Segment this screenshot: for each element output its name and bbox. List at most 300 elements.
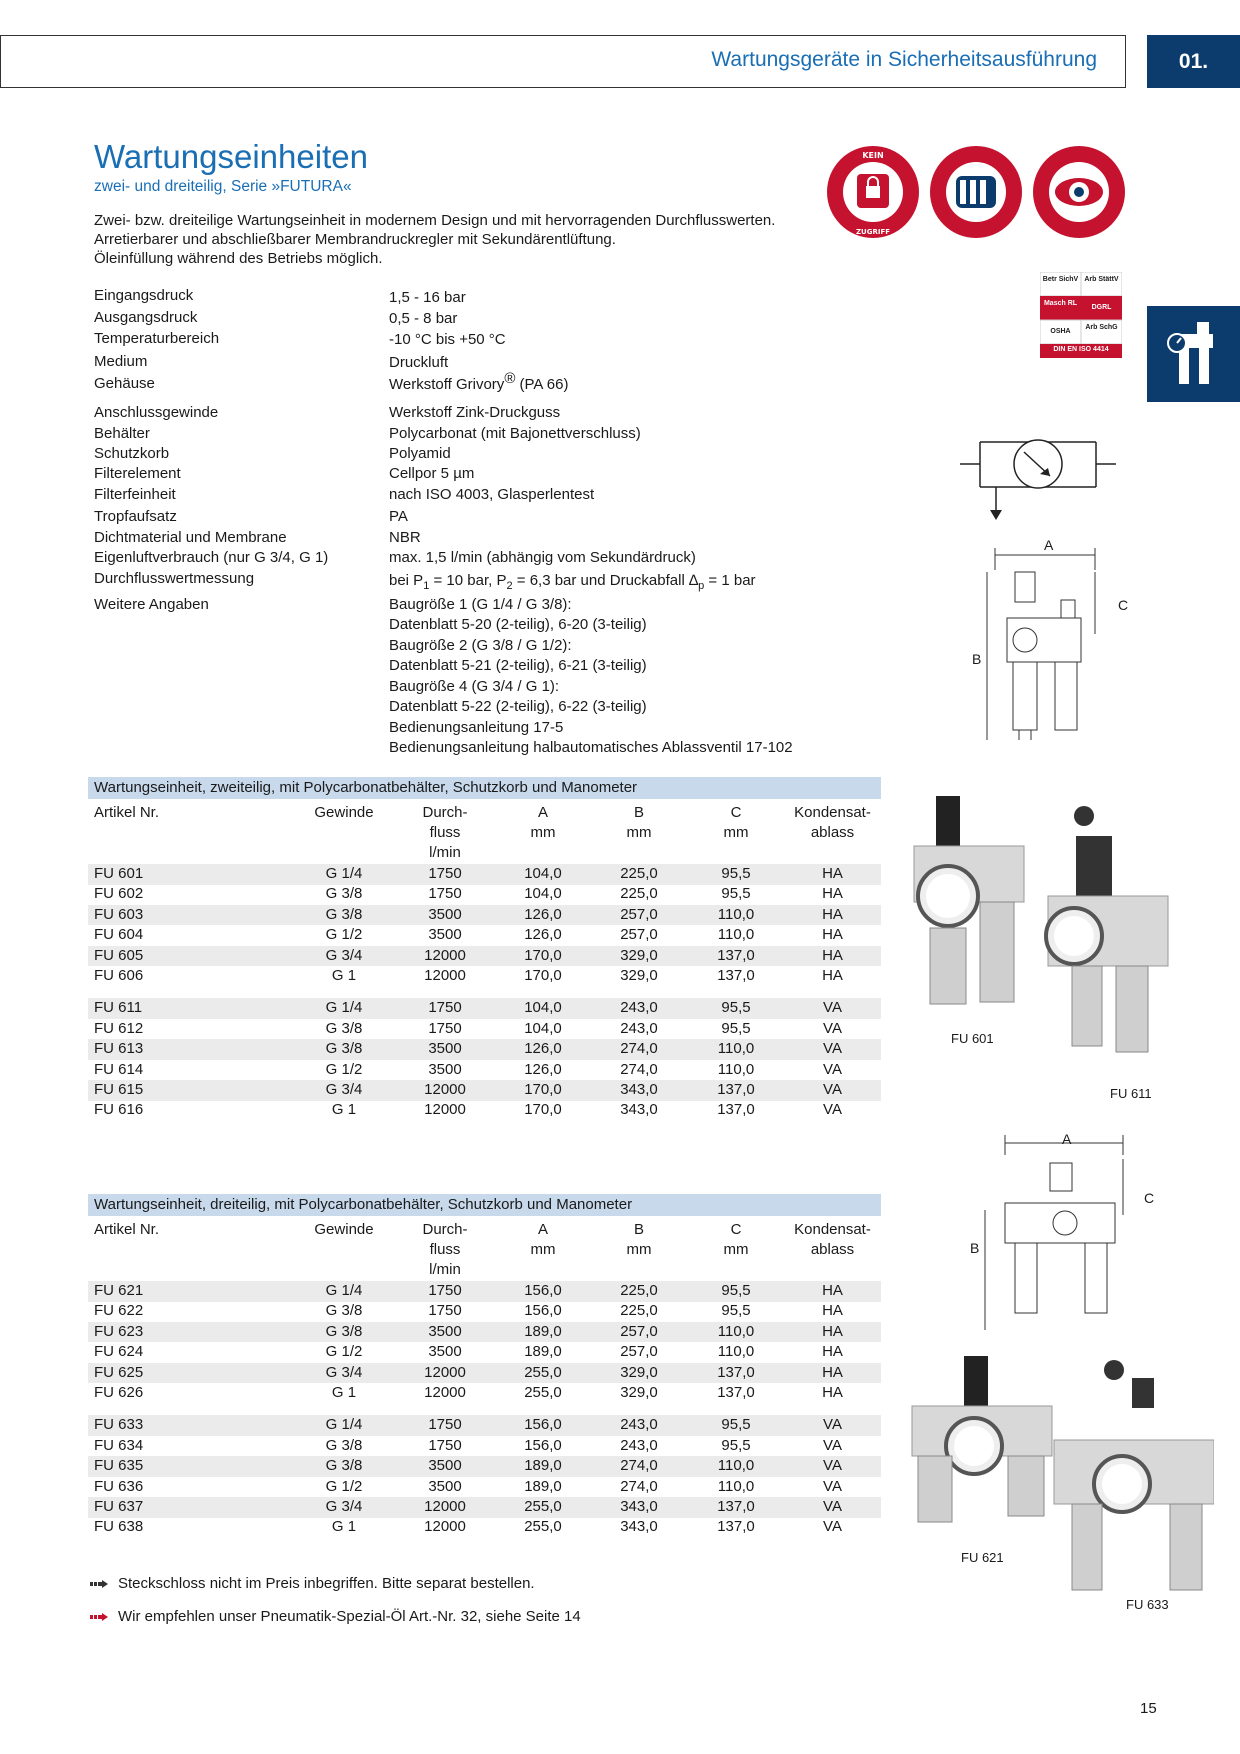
table-cell: 343,0: [620, 1101, 658, 1119]
table-cell: 110,0: [717, 1060, 755, 1078]
table-cell: FU 612: [94, 1019, 144, 1037]
table-cell: 104,0: [524, 999, 562, 1017]
table-cell: G 3/8: [325, 1436, 363, 1454]
spec-label: Temperaturbereich: [94, 330, 220, 347]
lock-hand-icon: [827, 146, 919, 238]
cert-maschrl: Masch RL: [1043, 300, 1078, 307]
product-photo-three-part: [904, 1350, 1214, 1620]
spec-label: Anschlussgewinde: [94, 404, 219, 421]
table-cell: 137,0: [717, 1101, 755, 1119]
table-cell: 170,0: [524, 1081, 562, 1098]
table-cell: 126,0: [524, 926, 562, 944]
table-cell: VA: [823, 1019, 842, 1037]
table-row: [88, 925, 881, 946]
table-row: [88, 864, 881, 885]
table-cell: HA: [822, 1282, 843, 1299]
table-row: [88, 1363, 881, 1384]
table-cell: HA: [822, 1322, 843, 1340]
table-cell: 329,0: [620, 1363, 658, 1381]
table-cell: 110,0: [717, 1343, 755, 1361]
table-cell: 95,5: [721, 1436, 751, 1454]
table-cell: VA: [823, 1518, 842, 1536]
table-row: [88, 1060, 881, 1081]
spec-value: Datenblatt 5-21 (2-teilig), 6-21 (3-teilig): [389, 657, 647, 674]
header-title: Wartungsgeräte in Sicherheitsausführung: [711, 48, 1097, 71]
table-cell: G 1/4: [325, 999, 363, 1017]
table-cell: 156,0: [524, 1416, 562, 1434]
col-thread: Gewinde: [314, 804, 374, 821]
caption-fu621: FU 621: [961, 1550, 1004, 1565]
table-cell: G 1/2: [325, 926, 363, 944]
spec-value: Werkstoff Grivory® (PA 66): [389, 370, 569, 393]
table-cell: 110,0: [717, 905, 755, 923]
table-cell: 225,0: [620, 1282, 658, 1299]
table-cell: FU 638: [94, 1518, 144, 1536]
table-cell: 274,0: [620, 1060, 658, 1078]
table-cell: VA: [823, 1040, 842, 1058]
col-c: mm: [723, 824, 749, 841]
spec-label: Schutzkorb: [94, 445, 170, 462]
cert-osha: OSHA: [1050, 328, 1071, 335]
table-cell: 104,0: [524, 1019, 562, 1037]
table-cell: 12000: [424, 1081, 466, 1098]
table-cell: 3500: [428, 1477, 462, 1495]
col-flow: Durch-: [422, 804, 468, 821]
table-row: [88, 1477, 881, 1498]
table-cell: FU 637: [94, 1498, 144, 1515]
spec-label: Gehäuse: [94, 375, 155, 392]
table2: [88, 1220, 881, 1540]
table-cell: 257,0: [620, 905, 658, 923]
spec-value: Baugröße 1 (G 1/4 / G 3/8):: [389, 596, 572, 613]
table-cell: G 1/4: [325, 865, 363, 882]
cert-dgrl: DGRL: [1091, 304, 1112, 311]
table-cell: 255,0: [524, 1498, 562, 1515]
table-cell: 1750: [428, 999, 462, 1017]
intro-line-3: Öleinfüllung während des Betriebs möglich.: [94, 250, 383, 267]
table-cell: 329,0: [620, 967, 658, 984]
col-drain: ablass: [810, 1241, 855, 1258]
table-cell: G 3/8: [325, 1040, 363, 1058]
table-cell: FU 623: [94, 1322, 144, 1340]
spec-value: max. 1,5 l/min (abhängig vom Sekundärdruck): [389, 549, 696, 566]
table-cell: FU 611: [94, 999, 143, 1017]
col-c: mm: [723, 1241, 749, 1258]
table-cell: 3500: [428, 1060, 462, 1078]
table-cell: 3500: [428, 1322, 462, 1340]
dimension-drawing-three-part: [975, 1135, 1135, 1335]
table-cell: FU 602: [94, 885, 144, 903]
table-cell: G 3/8: [325, 1322, 363, 1340]
page-subtitle: zwei- und dreiteilig, Serie »FUTURA«: [94, 178, 352, 195]
table-cell: G 1: [331, 1518, 357, 1536]
col-flow: l/min: [429, 1261, 461, 1278]
caption-fu611: FU 611: [1110, 1086, 1152, 1101]
table-cell: G 1: [331, 967, 357, 984]
col-article: Artikel Nr.: [94, 1221, 160, 1238]
spec-value: Werkstoff Zink-Druckguss: [389, 404, 561, 421]
table-cell: 137,0: [717, 1384, 755, 1401]
note-arrow-icon: [90, 1613, 108, 1621]
table-cell: HA: [822, 865, 843, 882]
table-cell: G 3/8: [325, 1457, 363, 1475]
note-arrow-icon: [90, 1580, 108, 1588]
table-cell: 12000: [424, 1518, 466, 1536]
col-article: Artikel Nr.: [94, 804, 160, 821]
col-flow: fluss: [429, 824, 461, 841]
col-flow: Durch-: [422, 1221, 468, 1238]
table-row: [88, 1301, 881, 1322]
table-cell: 156,0: [524, 1436, 562, 1454]
table-cell: HA: [822, 905, 843, 923]
table-cell: 3500: [428, 1457, 462, 1475]
table-cell: 274,0: [620, 1477, 658, 1495]
table-cell: 104,0: [524, 865, 562, 882]
table-cell: FU 624: [94, 1343, 144, 1361]
table-cell: 95,5: [721, 999, 751, 1017]
eye-protection-badge: [1033, 146, 1125, 238]
col-b: mm: [626, 1241, 652, 1258]
table-cell: 12000: [424, 1384, 466, 1401]
col-c: C: [730, 1221, 742, 1238]
table-cell: 1750: [428, 1282, 462, 1299]
table-row: [88, 905, 881, 926]
table-cell: 225,0: [620, 885, 658, 903]
table-cell: G 1/4: [325, 1416, 363, 1434]
table-cell: 137,0: [717, 967, 755, 984]
col-a: A: [537, 1221, 548, 1238]
spec-value: Datenblatt 5-20 (2-teilig), 6-20 (3-teilig): [389, 616, 647, 633]
dim-label-a: A: [1044, 537, 1054, 553]
table-cell: 3500: [428, 905, 462, 923]
table-cell: FU 634: [94, 1436, 144, 1454]
table-cell: 329,0: [620, 946, 658, 964]
table-cell: FU 605: [94, 946, 144, 964]
spec-label: Medium: [94, 353, 148, 370]
table-row: [88, 1415, 881, 1436]
table-cell: 343,0: [620, 1498, 658, 1515]
svg-text:ZUGRIFF: ZUGRIFF: [855, 228, 891, 236]
table-cell: 12000: [424, 1498, 466, 1515]
table-cell: 257,0: [620, 926, 658, 944]
table1-title: Wartungseinheit, zweiteilig, mit Polycarbonatbehälter, Schutzkorb und Manometer: [88, 777, 881, 799]
table-cell: G 3/4: [325, 1498, 363, 1515]
note-oil: Wir empfehlen unser Pneumatik-Spezial-Öl Art.-Nr. 32, siehe Seite 14: [118, 1608, 581, 1625]
spec-value: bei $P_1 = 10$ bar, $P_2 = 6,3$ bar und Druckabfall $\Delta_p = 1$ bar: [389, 572, 756, 592]
table-cell: 104,0: [524, 885, 562, 903]
spec-label: Filterelement: [94, 465, 181, 482]
table2-title: Wartungseinheit, dreiteilig, mit Polycarbonatbehälter, Schutzkorb und Manometer: [88, 1194, 881, 1216]
table-cell: 255,0: [524, 1363, 562, 1381]
dim-label-b: B: [972, 651, 982, 667]
spec-value: Baugröße 2 (G 3/8 / G 1/2):: [389, 637, 572, 654]
spec-label: Eingangsdruck: [94, 287, 194, 304]
table-cell: G 3/4: [325, 946, 363, 964]
eye-icon: [1033, 146, 1125, 238]
table-cell: 156,0: [524, 1302, 562, 1320]
table-cell: 95,5: [721, 1416, 751, 1434]
page-number: 15: [1140, 1700, 1157, 1717]
table-cell: 189,0: [524, 1343, 562, 1361]
table-cell: VA: [823, 1416, 842, 1434]
table-cell: FU 604: [94, 926, 144, 944]
table-row: [88, 1436, 881, 1457]
table-cell: 243,0: [620, 1436, 658, 1454]
table-cell: G 3/8: [325, 1302, 363, 1320]
table-cell: HA: [822, 946, 843, 964]
caption-fu601: FU 601: [951, 1031, 994, 1046]
table-cell: 156,0: [524, 1282, 562, 1299]
table-cell: G 1/2: [325, 1343, 363, 1361]
table-cell: G 3/4: [325, 1081, 363, 1098]
table-cell: 189,0: [524, 1322, 562, 1340]
table-row: [88, 1322, 881, 1343]
table-cell: HA: [822, 1384, 843, 1401]
table-cell: 95,5: [721, 1302, 751, 1320]
table-cell: FU 626: [94, 1384, 144, 1401]
col-b: mm: [626, 824, 652, 841]
col-flow: l/min: [429, 844, 461, 861]
pneumatic-symbol: [960, 432, 1120, 522]
spec-value: Cellpor 5 µm: [389, 465, 475, 482]
table-cell: G 3/8: [325, 905, 363, 923]
glove-icon: [930, 146, 1022, 238]
table-cell: G 1/4: [325, 1282, 363, 1299]
spec-label: Durchflusswertmessung: [94, 570, 255, 587]
table-row: [88, 1456, 881, 1477]
product-photo-two-part: [900, 788, 1210, 1068]
table-cell: FU 636: [94, 1477, 144, 1495]
table-cell: HA: [822, 885, 843, 903]
table-row: [88, 884, 881, 905]
chapter-number: 01.: [1147, 35, 1240, 88]
table-cell: 257,0: [620, 1322, 658, 1340]
side-tab: [1147, 306, 1240, 402]
table-cell: 1750: [428, 1436, 462, 1454]
table-cell: VA: [823, 1477, 842, 1495]
table-cell: 3500: [428, 1040, 462, 1058]
table-cell: 255,0: [524, 1518, 562, 1536]
table-cell: 1750: [428, 1416, 462, 1434]
table-cell: VA: [823, 1101, 842, 1119]
table-cell: 225,0: [620, 865, 658, 882]
note-lock: Steckschloss nicht im Preis inbegriffen. Bitte separat bestellen.: [118, 1575, 535, 1592]
table-row: [88, 1019, 881, 1040]
table-cell: FU 635: [94, 1457, 144, 1475]
table-cell: 1750: [428, 885, 462, 903]
table-cell: VA: [823, 1081, 842, 1098]
spec-label: Weitere Angaben: [94, 596, 209, 613]
spec-value: PA: [389, 508, 408, 525]
spec-value: Datenblatt 5-22 (2-teilig), 6-22 (3-teilig): [389, 698, 647, 715]
table-cell: 12000: [424, 967, 466, 984]
spec-label: Ausgangsdruck: [94, 309, 198, 326]
col-flow: fluss: [429, 1241, 461, 1258]
table-row: [88, 1281, 881, 1302]
table-cell: FU 621: [94, 1282, 144, 1299]
table-cell: 1750: [428, 1019, 462, 1037]
spec-value: -10 °C bis +50 °C: [389, 331, 506, 348]
table-cell: 329,0: [620, 1384, 658, 1401]
svg-text:KEIN: KEIN: [862, 151, 884, 160]
table-cell: FU 622: [94, 1302, 144, 1320]
table-cell: 225,0: [620, 1302, 658, 1320]
col-drain: ablass: [810, 824, 855, 841]
spec-value: Polyamid: [389, 445, 451, 462]
spec-value: 1,5 - 16 bar: [389, 289, 466, 306]
table-cell: 110,0: [717, 1322, 755, 1340]
table-cell: 257,0: [620, 1343, 658, 1361]
page-title: Wartungseinheiten: [94, 138, 368, 175]
table-cell: VA: [823, 999, 842, 1017]
table-cell: 137,0: [717, 1518, 755, 1536]
table-cell: 126,0: [524, 905, 562, 923]
spec-label: Behälter: [94, 425, 150, 442]
table-cell: 274,0: [620, 1457, 658, 1475]
spec-value: Polycarbonat (mit Bajonettverschluss): [389, 425, 641, 442]
table-cell: 110,0: [717, 1477, 755, 1495]
table-cell: 343,0: [620, 1518, 658, 1536]
dimension-drawing-two-part: [975, 540, 1125, 760]
table-cell: G 3/4: [325, 1363, 363, 1381]
cert-din: DIN EN ISO 4414: [1053, 346, 1109, 353]
spec-value: 0,5 - 8 bar: [389, 310, 458, 327]
spec-value: Bedienungsanleitung halbautomatisches Ablassventil 17-102: [389, 739, 793, 756]
caption-fu633: FU 633: [1126, 1597, 1169, 1612]
table-cell: 12000: [424, 946, 466, 964]
col-b: B: [633, 804, 644, 821]
no-access-badge: [827, 146, 919, 238]
table-cell: VA: [823, 1457, 842, 1475]
table-cell: 137,0: [717, 1498, 755, 1515]
table-cell: HA: [822, 1343, 843, 1361]
table-cell: 243,0: [620, 999, 658, 1017]
table-cell: 170,0: [524, 946, 562, 964]
spec-label: Eigenluftverbrauch (nur G 3/4, G 1): [94, 549, 329, 566]
table-cell: G 1/2: [325, 1477, 363, 1495]
table-cell: 126,0: [524, 1040, 562, 1058]
table-row: [88, 1497, 881, 1518]
col-a: mm: [530, 1241, 556, 1258]
table-cell: 110,0: [717, 1457, 755, 1475]
table-cell: FU 613: [94, 1040, 144, 1058]
dim-label-c: C: [1118, 597, 1129, 613]
table-cell: 274,0: [620, 1040, 658, 1058]
table-cell: 1750: [428, 865, 462, 882]
table-cell: 95,5: [721, 865, 751, 882]
table-cell: 255,0: [524, 1384, 562, 1401]
spec-value: nach ISO 4003, Glasperlentest: [389, 486, 595, 503]
spec-value: Bedienungsanleitung 17-5: [389, 719, 564, 736]
table-cell: FU 601: [94, 865, 144, 882]
table-cell: FU 633: [94, 1416, 144, 1434]
dim-label-c2: C: [1144, 1190, 1155, 1206]
table-cell: HA: [822, 967, 843, 984]
col-c: C: [730, 804, 742, 821]
table-cell: 95,5: [721, 1019, 751, 1037]
table-row: [88, 1517, 881, 1538]
table-row: [88, 1383, 881, 1404]
intro-line-1: Zwei- bzw. dreiteilige Wartungseinheit in modernem Design und mit hervorragenden Durchflusswerten.: [94, 212, 776, 229]
table-cell: G 1: [331, 1384, 357, 1401]
spec-label: Filterfeinheit: [94, 486, 176, 503]
injury-protection-badge: [930, 146, 1022, 238]
table-cell: FU 606: [94, 967, 144, 984]
spec-label: Dichtmaterial und Membrane: [94, 529, 287, 546]
table-cell: 137,0: [717, 946, 755, 964]
table-cell: VA: [823, 1436, 842, 1454]
cert-betrsichv: Betr SichV: [1042, 276, 1079, 283]
table-cell: FU 614: [94, 1060, 144, 1078]
table-cell: HA: [822, 926, 843, 944]
table-cell: 95,5: [721, 1282, 751, 1299]
maintenance-unit-icon: [1147, 306, 1240, 402]
table-cell: FU 615: [94, 1081, 144, 1098]
table-row: [88, 998, 881, 1019]
table-cell: 343,0: [620, 1081, 658, 1098]
table-cell: 189,0: [524, 1457, 562, 1475]
table-row: [88, 1342, 881, 1363]
table-cell: G 1/2: [325, 1060, 363, 1078]
cert-arbstaettv: Arb StättV: [1084, 276, 1119, 283]
table-cell: 126,0: [524, 1060, 562, 1078]
col-drain: Kondensat-: [794, 1221, 871, 1238]
table-cell: 189,0: [524, 1477, 562, 1495]
table-cell: 243,0: [620, 1019, 658, 1037]
dim-label-b2: B: [970, 1240, 980, 1256]
spec-value: NBR: [389, 529, 421, 546]
table-row: [88, 966, 881, 987]
table1: [88, 803, 881, 1123]
intro-line-2: Arretierbarer und abschließbarer Membrandruckregler mit Sekundärentlüftung.: [94, 231, 616, 248]
spec-value: Druckluft: [389, 354, 449, 371]
table-cell: 12000: [424, 1363, 466, 1381]
col-thread: Gewinde: [314, 1221, 374, 1238]
table-cell: HA: [822, 1302, 843, 1320]
table-cell: 95,5: [721, 885, 751, 903]
table-cell: 3500: [428, 926, 462, 944]
table-cell: HA: [822, 1363, 843, 1381]
col-a: mm: [530, 824, 556, 841]
table-row: [88, 1039, 881, 1060]
table-cell: G 3/8: [325, 1019, 363, 1037]
col-drain: Kondensat-: [794, 804, 871, 821]
table-cell: 170,0: [524, 1101, 562, 1119]
certification-table: [1040, 272, 1122, 360]
table-row: [88, 946, 881, 967]
table-row: [88, 1080, 881, 1101]
table-cell: FU 603: [94, 905, 144, 923]
col-a: A: [537, 804, 548, 821]
spec-value: Baugröße 4 (G 3/4 / G 1):: [389, 678, 560, 695]
cert-arbschg: Arb SchG: [1085, 324, 1118, 331]
table-cell: FU 616: [94, 1101, 144, 1119]
table-cell: 137,0: [717, 1363, 755, 1381]
table-cell: 243,0: [620, 1416, 658, 1434]
col-b: B: [633, 1221, 644, 1238]
table-cell: G 1: [331, 1101, 357, 1119]
table-cell: 137,0: [717, 1081, 755, 1098]
table-cell: 1750: [428, 1302, 462, 1320]
spec-label: Tropfaufsatz: [94, 508, 177, 525]
table-row: [88, 1100, 881, 1121]
table-cell: FU 625: [94, 1363, 144, 1381]
table-cell: 3500: [428, 1343, 462, 1361]
table-cell: 170,0: [524, 967, 562, 984]
table-cell: VA: [823, 1060, 842, 1078]
table-cell: 110,0: [717, 1040, 755, 1058]
table-cell: 12000: [424, 1101, 466, 1119]
